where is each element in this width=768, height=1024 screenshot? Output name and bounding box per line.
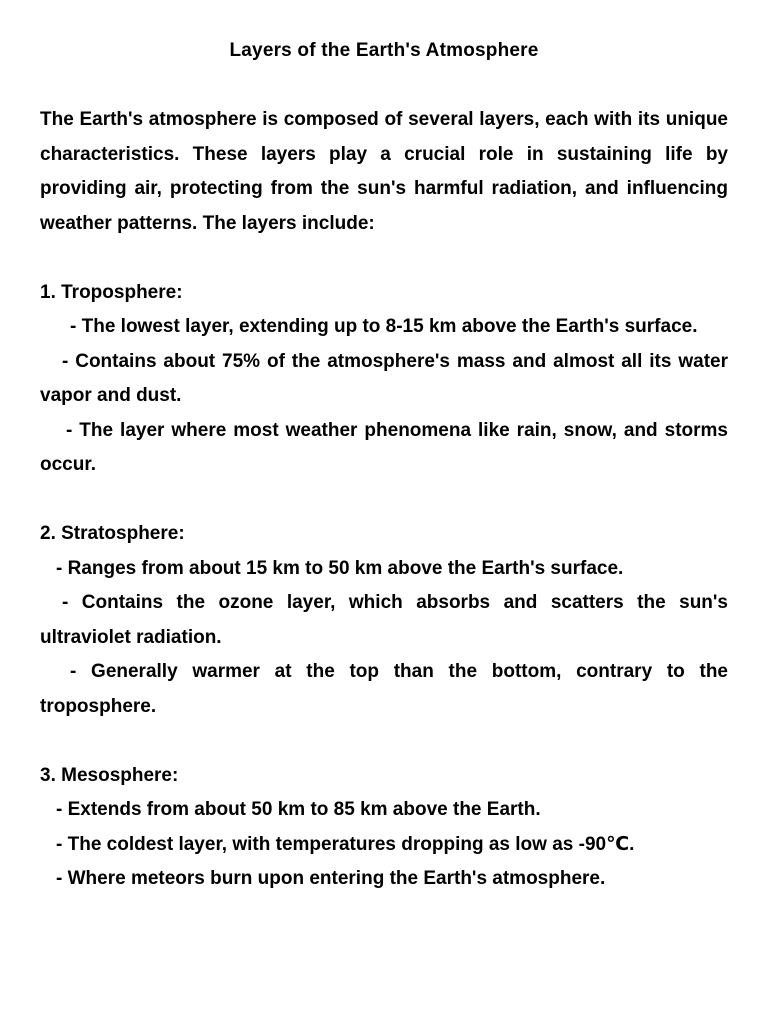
- list-item: - Generally warmer at the top than the bottom, contrary to the troposphere.: [40, 661, 728, 717]
- section-heading: 1. Troposphere:: [40, 281, 183, 303]
- intro-paragraph: The Earth's atmosphere is composed of several layers, each with its unique characteristics. These layers play a crucial role in sustaining life by providing air, protecting from the sun's harmful radiation, and influencing weather patterns. The layers include:: [40, 109, 728, 234]
- section-mesosphere: [40, 759, 728, 897]
- document-title: Layers of the Earth's Atmosphere: [229, 40, 539, 61]
- list-item: - Where meteors burn upon entering the Earth's atmosphere.: [56, 868, 606, 889]
- list-item: - Contains about 75% of the atmosphere's mass and almost all its water vapor and dust.: [40, 350, 728, 406]
- section-stratosphere: [40, 517, 728, 724]
- section-troposphere: [40, 276, 728, 483]
- list-item: - Contains the ozone layer, which absorbs and scatters the sun's ultraviolet radiation.: [40, 592, 728, 648]
- list-item: - The coldest layer, with temperatures dropping as low as -90℃.: [56, 833, 635, 855]
- list-item: - Extends from about 50 km to 85 km above the Earth.: [56, 799, 541, 820]
- document-page: [40, 0, 728, 897]
- list-item: - The lowest layer, extending up to 8-15 km above the Earth's surface.: [70, 316, 698, 337]
- section-heading: 2. Stratosphere:: [40, 523, 185, 544]
- section-heading: 3. Mesosphere:: [40, 764, 179, 786]
- list-item: - Ranges from about 15 km to 50 km above the Earth's surface.: [56, 557, 624, 579]
- list-item: - The layer where most weather phenomena like rain, snow, and storms occur.: [40, 419, 728, 475]
